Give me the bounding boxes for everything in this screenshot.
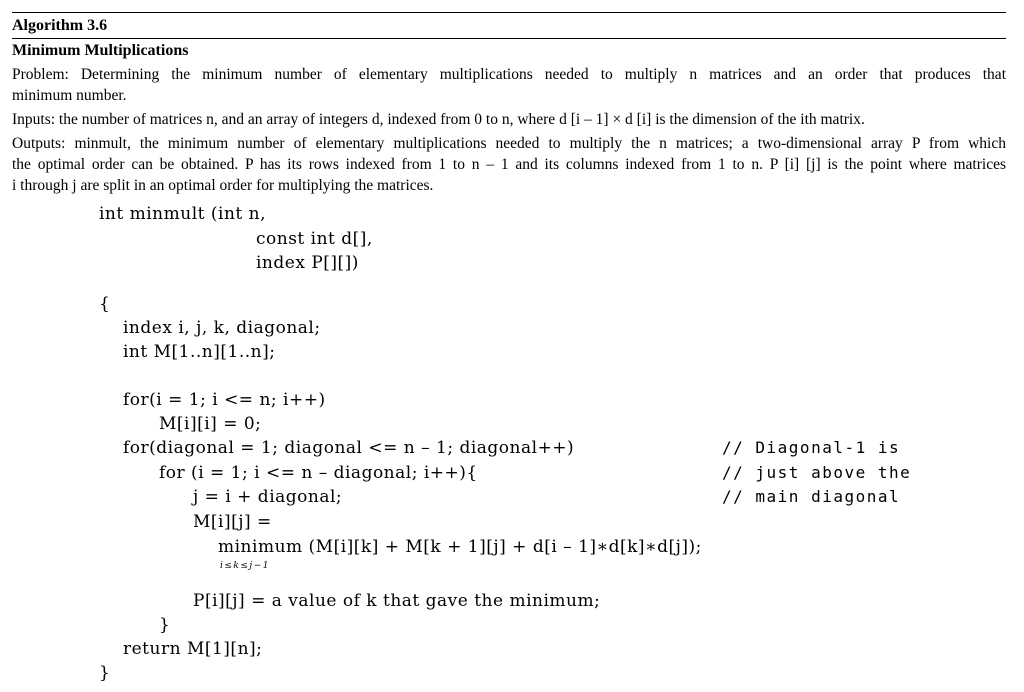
code-line-for-i-inner: for (i = 1; i <= n – diagonal; i++){ <box>159 463 478 483</box>
code-comment-2: // just above the <box>722 463 912 482</box>
outputs-line-3: i through j are split in an optimal order for multiplying the matrices. <box>12 177 434 194</box>
code-close-brace: } <box>99 663 111 683</box>
algorithm-subtitle: Minimum Multiplications <box>12 42 189 59</box>
code-line-p-ij: P[i][j] = a value of k that gave the minimum; <box>193 591 601 611</box>
code-line-j-assign: j = i + diagonal; <box>193 487 343 507</box>
code-line-declare-index: index i, j, k, diagonal; <box>123 318 321 338</box>
code-line-m-ii-zero: M[i][i] = 0; <box>159 414 262 434</box>
code-close-brace-inner: } <box>159 615 171 635</box>
outputs-line-1: Outputs: minmult, the minimum number of elementary multiplications needed to multiply the n matrices; a two-dimensional array P from which <box>12 135 1006 152</box>
header-rule <box>12 38 1006 39</box>
code-line-declare-m: int M[1..n][1..n]; <box>123 342 276 362</box>
code-comment-3: // main diagonal <box>722 487 901 506</box>
code-line-signature: int minmult (int n, <box>99 204 266 224</box>
problem-line-1: Problem: Determining the minimum number of elementary multiplications needed to multiply n matrices and an order that produces that <box>12 66 1006 83</box>
code-line-param-p: index P[][]) <box>256 253 359 273</box>
code-line-param-d: const int d[], <box>256 229 373 249</box>
algorithm-title: Algorithm 3.6 <box>12 17 108 34</box>
problem-line-2: minimum number. <box>12 87 127 104</box>
code-line-return: return M[1][n]; <box>123 639 263 659</box>
code-open-brace: { <box>99 294 111 314</box>
code-line-for-i: for(i = 1; i <= n; i++) <box>123 390 326 410</box>
code-line-minimum: minimum (M[i][k] + M[k + 1][j] + d[i – 1]∗d[k]∗d[j]); <box>218 537 702 557</box>
code-comment-1: // Diagonal-1 is <box>722 438 901 457</box>
outputs-line-2: the optimal order can be obtained. P has its rows indexed from 1 to n – 1 and its columns indexed from 1 to n. P [i] [j] is the point where matrices <box>12 156 1006 173</box>
minimum-subscript: i≤k≤j−1 <box>220 561 270 571</box>
code-line-for-diagonal: for(diagonal = 1; diagonal <= n – 1; diagonal++) <box>123 438 575 458</box>
top-rule <box>12 12 1006 13</box>
code-line-m-ij: M[i][j] = <box>193 512 272 532</box>
inputs-text: Inputs: the number of matrices n, and an array of integers d, indexed from 0 to n, where d [i – 1] × d [i] is the dimension of the ith matrix. <box>12 111 865 128</box>
